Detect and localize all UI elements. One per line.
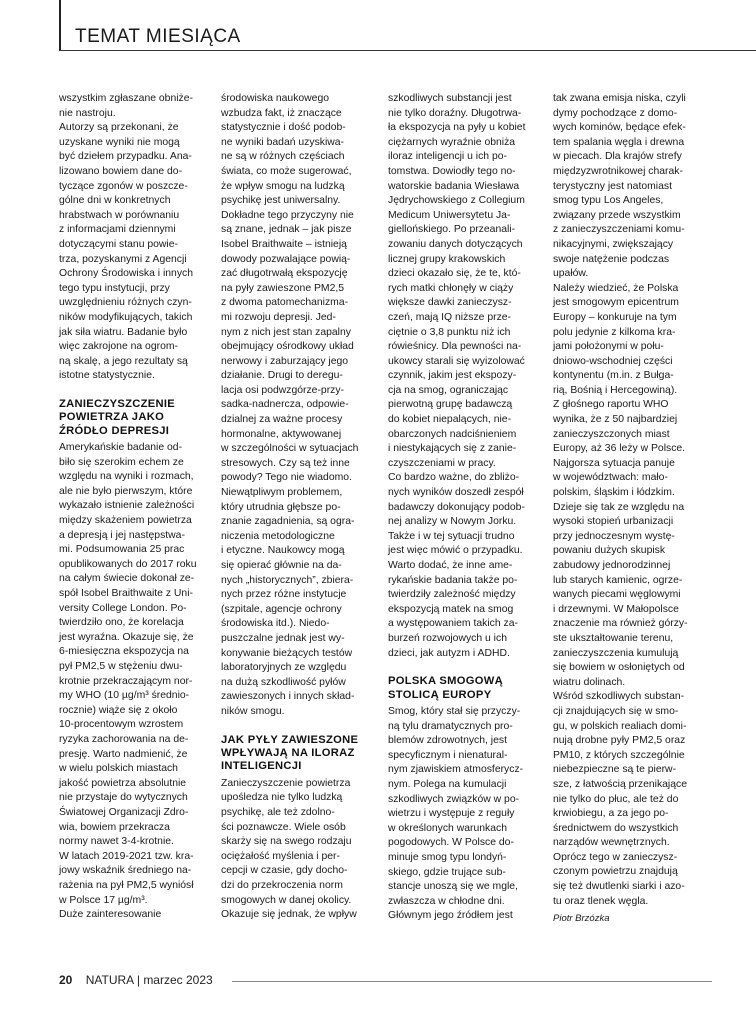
- article-column-2: [221, 92, 381, 923]
- footer-rule: [232, 981, 712, 982]
- article-column-3: [388, 92, 548, 924]
- body-paragraph: szkodliwych substancji jest nie tylko doraźny. Długotrwa- ła ekspozycja na pyły u kobiet ciężarnych wyraźnie obniża iloraz inteligencji u ich po- tomstwa. Dowiodły tego no- watorskie badania Wiesława Jędrychowskiego z Collegium Medicum Uniwersytetu Ja- giellońskiego. Po przeanali- zowaniu danych dotyczących licznej grupy krakowskich dzieci okazało się, że te, któ- rych matki chłonęły w ciąży większe dawki zanieczysz- czeń, mają IQ niższe prze- ciętnie o 3,8 punktu niż ich rówieśnicy. Dla pewności na- ukowcy starali się wyizolować czynnik, jakim jest ekspozy- cja na smog, ograniczając pierwotną grupę badawczą do kobiet niepalących, nie- obarczonych nadciśnieniem i niestykających się z zanie- czyszczeniami w pracy. Co bardzo ważne, do zbliżo- nych wyników doszedł zespół badawczy dokonujący podob- nej analizy w Nowym Jorku. Także i w tej sytuacji trudno jest więc mówić o przypadku. Warto dodać, że inne ame- rykańskie badania także po- twierdziły zależność między ekspozycją matek na smog a występowaniem takich za- burzeń rozwojowych u ich dzieci, jak autyzm i ADHD.: [388, 93, 526, 659]
- section-heading: ZANIECZYSZCZENIE POWIETRZA JAKO ŹRÓDŁO DEPRESJI: [59, 397, 176, 437]
- header-divider: [59, 50, 756, 51]
- page-number: 20: [59, 973, 73, 987]
- body-paragraph: Smog, który stał się przyczy- ną tylu dramatycznych pro- blemów zdrowotnych, jest specyficznym i nienatural- nym zjawiskiem atmosferycz- nym. Polega na kumulacji szkodliwych związków w po- wietrzu i występuje z reguły w określonych warunkach pogodowych. W Polsce do- minuje smog typu londyń- skiego, gdzie trujące sub- stancje unoszą się we mgle, zwłaszcza w chłodne dni. Głównym jego źródłem jest: [388, 705, 524, 922]
- section-heading: JAK PYŁY ZAWIESZONE WPŁYWAJĄ NA ILORAZ INTELIGENCJI: [221, 733, 359, 773]
- section-heading: POLSKA SMOGOWĄ STOLICĄ EUROPY: [388, 675, 504, 701]
- body-paragraph: tak zwana emisja niska, czyli dymy pochodzące z domo- wych kominów, będące efek- tem spalania węgla i drewna w piecach. Dla krajów strefy międzyzwrotnikowej charak- terystyczny jest natomiast smog typu Los Angeles, związany przede wszystkim z zanieczyszczeniami komu- nikacyjnymi, zwiększający swoje natężenie podczas upałów. Należy wiedzieć, że Polska jest smogowym epicentrum Europy – konkuruje na tym polu jedynie z kilkoma kra- jami położonymi w połu- dniowo-wschodniej części kontynentu (m.in. z Bułga- rią, Bośnią i Hercegowiną). Z głośnego raportu WHO wynika, że z 50 najbardziej zanieczyszczonych miast Europy, aż 36 leży w Polsce. Najgorsza sytuacja panuje w województwach: mało- polskim, śląskim i łódzkim. Dzieje się tak ze względu na wysoki stopień urbanizacji przy jednoczesnym wystę- powaniu dużych skupisk zabudowy jednorodzinnej lub starych kamienic, ogrze- wanych piecami węglowymi i drzewnymi. W Małopolsce znaczenie ma również górzy- ste ukształtowanie terenu, zanieczyszczenia kumulują się bowiem w osłoniętych od wiatru dolinach. Wśród szkodliwych substan- cji znajdujących się w smo- gu, w polskich realiach domi- nują drobne pyły PM2,5 oraz PM10, z których szczególnie niebezpieczne są te pierw- sze, z łatwością przenikające nie tylko do płuc, ale też do krwiobiegu, a za jego po- średnictwem do wszystkich narządów wewnętrznych. Oprócz tego w zanieczysz- czonym powietrzu znajdują się też dwutlenki siarki i azo- tu oraz tlenek węgla.: [553, 93, 688, 907]
- header-vertical-rule: [59, 0, 61, 50]
- section-title: TEMAT MIESIĄCA: [75, 26, 241, 47]
- article-column-1: [59, 92, 217, 923]
- magazine-name: NATURA: [85, 973, 134, 987]
- body-paragraph: środowiska naukowego wzbudza fakt, iż znaczące statystycznie i dość podob- ne wyniki badań uzyskiwa- ne są w różnych częściach świata, co może sugerować, że wpływ smogu na ludzką psychikę jest uniwersalny. Dokładne tego przyczyny nie są znane, jednak – jak pisze Isobel Braithwaite – istnieją dowody pozwalające powią- zać długotrwałą ekspozycję na pyły zawieszone PM2,5 z dwoma patomechanizma- mi rozwoju depresji. Jed- nym z nich jest stan zapalny obejmujący ośrodkowy układ nerwowy i zaburzający jego działanie. Drugi to deregu- lacja osi podwzgórze-przy- sadka-nadnercza, odpowie- dzialnej za ważne procesy hormonalne, aktywowanej w szczególności w sytuacjach stresowych. Czy są też inne powody? Tego nie wiadomo. Niewątpliwym problemem, który utrudnia głębsze po- znanie zagadnienia, są ogra- niczenia metodologiczne i etyczne. Naukowcy mogą się opierać głównie na da- nych „historycznych”, zbiera- nych przez różne instytucje (szpitale, agencje ochrony środowiska itd.). Niedo- puszczalne jednak jest wy- konywanie bieżących testów laboratoryjnych ze względu na dużą szkodliwość pyłów zawieszonych i innych skład- ników smogu.: [221, 93, 359, 717]
- author-byline: Piotr Brzózka: [553, 913, 610, 925]
- issue-date: marzec 2023: [143, 973, 213, 987]
- body-paragraph: wszystkim zgłaszane obniże- nie nastroju. Autorzy są przekonani, że uzyskane wyniki nie mogą być dziełem przypadku. Ana- lizowano bowiem dane do- tyczące zgonów w poszcze- gólne dni w konkretnych hrabstwach w porównaniu z informacjami dziennymi dotyczącymi stanu powie- trza, pozyskanymi z Agencji Ochrony Środowiska i innych tego typu instytucji, przy uwzględnieniu różnych czyn- ników modyfikujących, takich jak siła wiatru. Badanie było więc zakrojone na ogrom- ną skalę, a jego rezultaty są istotne statystycznie.: [59, 93, 193, 382]
- page-footer: [59, 973, 213, 987]
- article-column-4: [553, 92, 713, 927]
- body-paragraph: Amerykańskie badanie od- biło się szerokim echem ze względu na wyniki i rozmach, ale nie było pierwszym, które wykazało istnienie zależności między skażeniem powietrza a depresją i jej następstwa- mi. Podsumowania 25 prac opublikowanych do 2017 roku na całym świecie dokonał ze- spół Isobel Braithwaite z Uni- versity College London. Po- twierdziło ono, że korelacja jest wyraźna. Okazuje się, że 6-miesięczna ekspozycja na pył PM2,5 w stężeniu dwu- krotnie przekraczającym nor- my WHO (10 µg/m³ średnio- rocznie) wiąże się z około 10-procentowym wzrostem ryzyka zachorowania na de- presję. Warto nadmienić, że w wielu polskich miastach jakość powietrza absolutnie nie przystaje do wytycznych Światowej Organizacji Zdro- wia, bowiem przekracza normy nawet 3-4-krotnie. W latach 2019-2021 tzw. kra- jowy wskaźnik średniego na- rażenia na pył PM2,5 wyniósł w Polsce 17 µg/m³. Duże zainteresowanie: [59, 442, 197, 921]
- body-paragraph: Zanieczyszczenie powietrza upośledza nie tylko ludzką psychikę, ale też zdolno- ści poznawcze. Wiele osób skarży się na swego rodzaju ociężałość myślenia i per- cepcji w czasie, gdy docho- dzi do przekroczenia norm smogowych w danej okolicy. Okazuje się jednak, że wpływ: [221, 777, 357, 921]
- footer-separator: |: [136, 973, 140, 987]
